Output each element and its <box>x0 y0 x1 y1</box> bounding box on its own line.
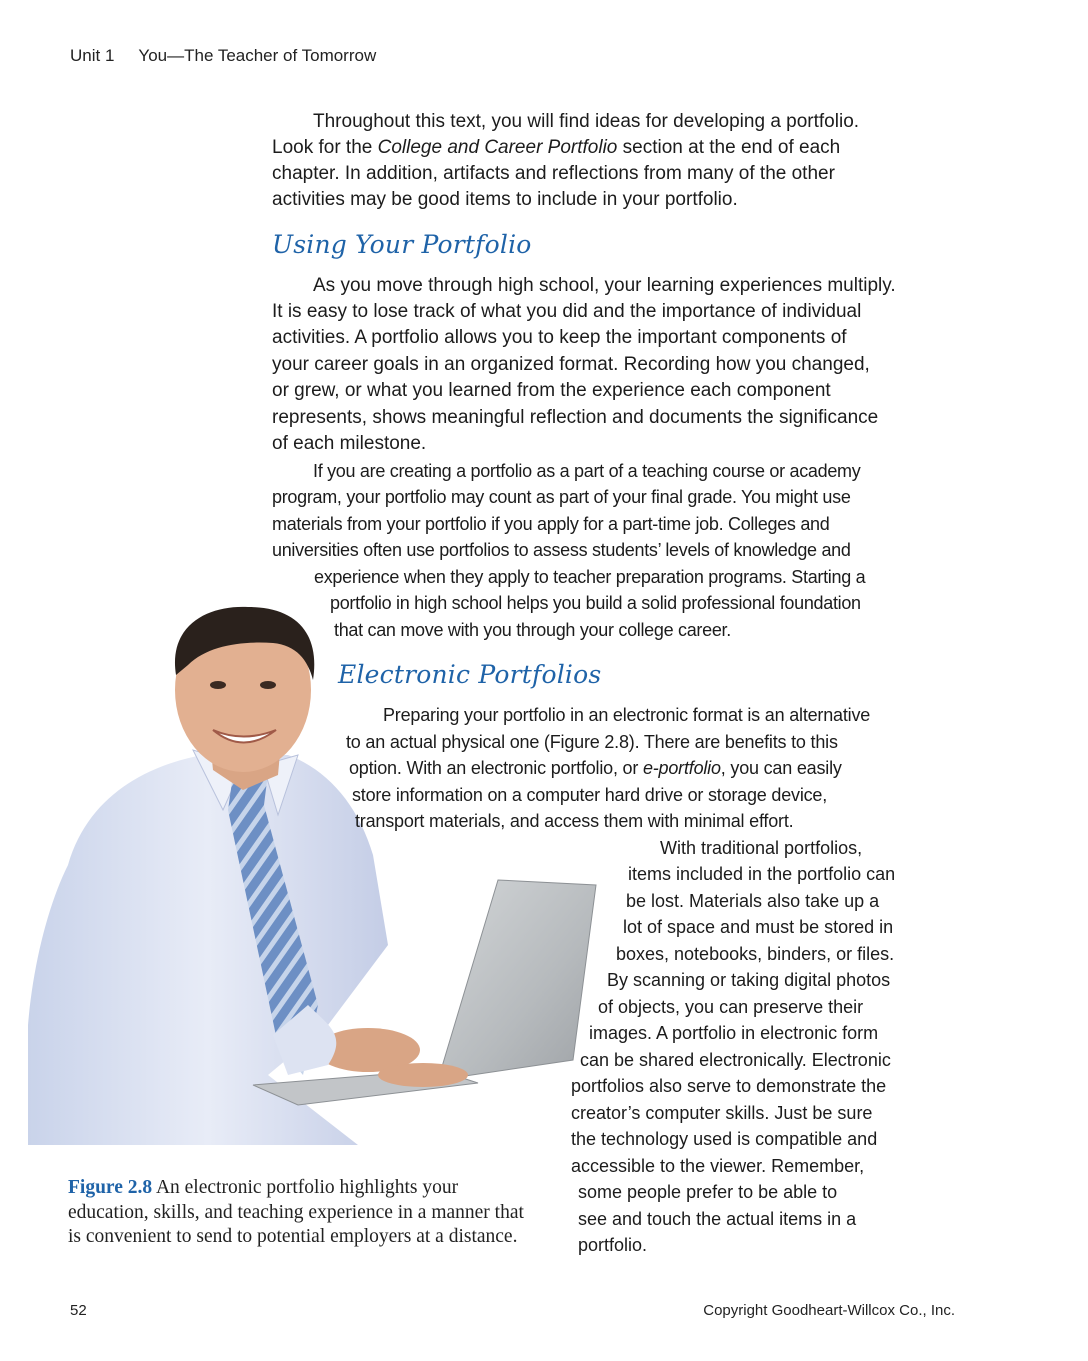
text-line: experience when they apply to teacher preparation programs. Starting a <box>314 567 866 587</box>
text-line: portfolios also serve to demonstrate the <box>571 1076 887 1096</box>
text-line: By scanning or taking digital photos <box>607 970 891 990</box>
text-line: see and touch the actual items in a <box>578 1209 857 1229</box>
text-line: transport materials, and access them with minimal effort. <box>355 811 794 831</box>
text-line: store information on a computer hard drive or storage device, <box>352 785 828 805</box>
text-span: section at the end of each <box>617 137 841 158</box>
text-line: portfolio in high school helps you build a solid professional foundation <box>330 593 861 613</box>
figure-label: Figure 2.8 <box>68 1177 153 1198</box>
text-line: If you are creating a portfolio as a part of a teaching course or academy <box>313 461 861 481</box>
figure-caption-text: An electronic portfolio highlights your education, skills, and teaching experience in a manner that is convenient to send to potential employers at a distance. <box>68 1177 524 1247</box>
text-line: It is easy to lose track of what you did and the importance of individual <box>272 301 862 322</box>
text-line: or grew, or what you learned from the experience each component <box>272 380 831 401</box>
text-span: Look for the <box>272 137 378 158</box>
laptop-lid <box>438 880 596 1080</box>
copyright-notice: Copyright Goodheart-Willcox Co., Inc. <box>703 1302 955 1319</box>
text-line: of objects, you can preserve their <box>598 997 864 1017</box>
text-span: , you can easily <box>720 758 842 778</box>
figure-caption <box>68 1176 538 1250</box>
text-line: activities. A portfolio allows you to keep the important components of <box>272 327 847 348</box>
text-line: some people prefer to be able to <box>578 1182 838 1202</box>
text-line: program, your portfolio may count as part of your final grade. You might use <box>272 487 851 507</box>
text-line: portfolio. <box>578 1235 648 1255</box>
text-line: be lost. Materials also take up a <box>626 891 880 911</box>
text-line: activities may be good items to include in your portfolio. <box>272 189 738 210</box>
term: e-portfolio <box>642 758 721 778</box>
text-line: your career goals in an organized format. Recording how you changed, <box>272 354 870 375</box>
text-line: creator’s computer skills. Just be sure <box>571 1103 873 1123</box>
text-line: materials from your portfolio if you apply for a part-time job. Colleges and <box>272 514 830 534</box>
running-header <box>70 46 376 66</box>
text-line: represents, shows meaningful reflection and documents the significance <box>272 407 879 428</box>
unit-label: Unit 1 <box>70 46 115 65</box>
text-line: lot of space and must be stored in <box>623 917 894 937</box>
text-line: items included in the portfolio can <box>628 864 896 884</box>
section-heading-using-portfolio: Using Your Portfolio <box>272 230 532 259</box>
text-line <box>349 755 842 781</box>
text-line: chapter. In addition, artifacts and reflections from many of the other <box>272 163 835 184</box>
text-line: to an actual physical one (Figure 2.8). There are benefits to this <box>346 732 838 752</box>
section-heading-electronic-portfolios: Electronic Portfolios <box>338 660 602 689</box>
text-line: accessible to the viewer. Remember, <box>571 1156 865 1176</box>
text-line: Preparing your portfolio in an electronic format is an alternative <box>383 705 871 725</box>
text-line <box>272 135 840 161</box>
text-line: Throughout this text, you will find ideas for developing a portfolio. <box>313 111 860 132</box>
page-number: 52 <box>70 1302 87 1319</box>
text-line: With traditional portfolios, <box>660 838 863 858</box>
text-line: that can move with you through your college career. <box>334 620 731 640</box>
text-line: of each milestone. <box>272 433 427 454</box>
hand <box>378 1063 468 1087</box>
text-line: As you move through high school, your learning experiences multiply. <box>313 275 896 296</box>
text-line: boxes, notebooks, binders, or files. <box>616 944 895 964</box>
text-line: the technology used is compatible and <box>571 1129 878 1149</box>
text-line: universities often use portfolios to assess students’ levels of knowledge and <box>272 540 851 560</box>
text-span: option. With an electronic portfolio, or <box>349 758 643 778</box>
text-line: can be shared electronically. Electronic <box>580 1050 891 1070</box>
text-line: images. A portfolio in electronic form <box>589 1023 879 1043</box>
unit-title: You—The Teacher of Tomorrow <box>138 46 377 65</box>
feature-title: College and Career Portfolio <box>377 137 618 158</box>
